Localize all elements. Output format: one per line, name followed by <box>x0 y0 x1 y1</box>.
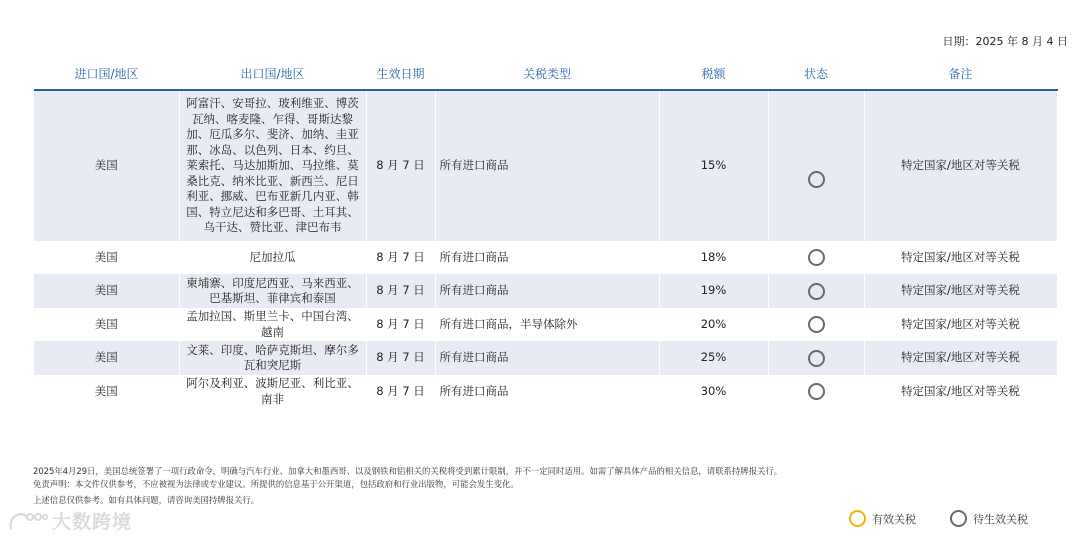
effective-date-cell: 8 月 7 日 <box>366 308 435 341</box>
table-row <box>34 375 1057 408</box>
table-row <box>34 274 1057 308</box>
note-cell: 特定国家/地区对等关税 <box>864 274 1057 308</box>
exporter-cell: 文莱、印度、哈萨克斯坦、摩尔多瓦和突尼斯 <box>179 341 366 375</box>
effective-date-cell: 8 月 7 日 <box>366 375 435 408</box>
table-row <box>34 308 1057 341</box>
table-row <box>34 90 1057 241</box>
note-cell: 特定国家/地区对等关税 <box>864 341 1057 375</box>
note-cell: 特定国家/地区对等关税 <box>864 90 1057 241</box>
pending-status-icon <box>808 171 825 188</box>
rate-cell: 25% <box>659 341 768 375</box>
exporter-cell: 阿尔及利亚、波斯尼亚、利比亚、南非 <box>179 375 366 408</box>
tariff-type-cell: 所有进口商品 <box>435 341 659 375</box>
col-header-rate: 税额 <box>659 58 768 90</box>
tariff-type-cell: 所有进口商品 <box>435 90 659 241</box>
legend-label-pending: 待生效关税 <box>973 512 1028 526</box>
importer-cell: 美国 <box>34 341 179 375</box>
note-cell: 特定国家/地区对等关税 <box>864 375 1057 408</box>
importer-cell: 美国 <box>34 90 179 241</box>
footnote-disclaimer: 免责声明：本文件仅供参考，不应被视为法律或专业建议。所提供的信息基于公开渠道，包括政府和行业出版物，可能会发生变化。 <box>33 479 519 489</box>
importer-cell: 美国 <box>34 274 179 308</box>
footnote-consult-broker: 上述信息仅供参考。如有具体问题，请咨询美国持牌报关行。 <box>33 495 260 505</box>
effective-date-cell: 8 月 7 日 <box>366 241 435 274</box>
importer-cell: 美国 <box>34 375 179 408</box>
status-cell <box>768 241 864 274</box>
tariff-type-cell: 所有进口商品 <box>435 274 659 308</box>
table-row <box>34 341 1057 375</box>
rate-cell: 20% <box>659 308 768 341</box>
pending-status-icon <box>808 249 825 266</box>
logo-icon <box>8 509 48 533</box>
pending-tariff-icon <box>950 510 967 527</box>
effective-date-cell: 8 月 7 日 <box>366 341 435 375</box>
note-cell: 特定国家/地区对等关税 <box>864 308 1057 341</box>
rate-cell: 15% <box>659 90 768 241</box>
exporter-cell: 阿富汗、安哥拉、玻利维亚、博茨瓦纳、喀麦隆、乍得、哥斯达黎加、厄瓜多尔、斐济、加纳、圭亚那、冰岛、以色列、日本、约旦、莱索托、马达加斯加、马拉维、莫桑比克、纳米比亚、新西兰、尼日利亚、挪威、巴布亚新几内亚、韩国、特立尼达和多巴哥、土耳其、乌干达、赞比亚、津巴布韦 <box>179 90 366 241</box>
col-header-importer: 进口国/地区 <box>34 58 179 90</box>
tariff-table <box>34 58 1058 408</box>
importer-cell: 美国 <box>34 241 179 274</box>
pending-status-icon <box>808 316 825 333</box>
status-cell <box>768 308 864 341</box>
report-date: 日期：2025 年 8 月 4 日 <box>942 35 1068 48</box>
pending-status-icon <box>808 350 825 367</box>
status-cell <box>768 274 864 308</box>
importer-cell: 美国 <box>34 308 179 341</box>
tariff-type-cell: 所有进口商品 <box>435 375 659 408</box>
rate-cell: 19% <box>659 274 768 308</box>
rate-cell: 18% <box>659 241 768 274</box>
active-tariff-icon <box>849 510 866 527</box>
status-cell <box>768 90 864 241</box>
legend-item-active <box>849 510 916 527</box>
col-header-note: 备注 <box>864 58 1057 90</box>
exporter-cell: 柬埔寨、印度尼西亚、马来西亚、巴基斯坦、菲律宾和泰国 <box>179 274 366 308</box>
status-legend <box>815 510 1028 527</box>
footnotes <box>33 465 782 507</box>
table-header-row <box>34 58 1057 90</box>
col-header-tariff-type: 关税类型 <box>435 58 659 90</box>
legend-item-pending <box>950 510 1028 527</box>
footnote-executive-order: 2025年4月29日，美国总统签署了一项行政命令，明确与汽车行业、加拿大和墨西哥、以及钢铁和铝相关的关税将受到累计限制，并不一定同时适用。如需了解具体产品的相关信息，请联系持牌报关行。 <box>33 466 783 476</box>
col-header-effective-date: 生效日期 <box>366 58 435 90</box>
effective-date-cell: 8 月 7 日 <box>366 274 435 308</box>
effective-date-cell: 8 月 7 日 <box>366 90 435 241</box>
rate-cell: 30% <box>659 375 768 408</box>
pending-status-icon <box>808 283 825 300</box>
tariff-type-cell: 所有进口商品 <box>435 241 659 274</box>
status-cell <box>768 341 864 375</box>
tariff-type-cell: 所有进口商品，半导体除外 <box>435 308 659 341</box>
logo-text: 大数跨境 <box>52 511 133 533</box>
legend-label-active: 有效关税 <box>872 512 916 526</box>
exporter-cell: 尼加拉瓜 <box>179 241 366 274</box>
note-cell: 特定国家/地区对等关税 <box>864 241 1057 274</box>
status-cell <box>768 375 864 408</box>
exporter-cell: 孟加拉国、斯里兰卡、中国台湾、越南 <box>179 308 366 341</box>
watermark-logo <box>8 507 132 534</box>
pending-status-icon <box>808 383 825 400</box>
table-row <box>34 241 1057 274</box>
col-header-status: 状态 <box>768 58 864 90</box>
col-header-exporter: 出口国/地区 <box>179 58 366 90</box>
